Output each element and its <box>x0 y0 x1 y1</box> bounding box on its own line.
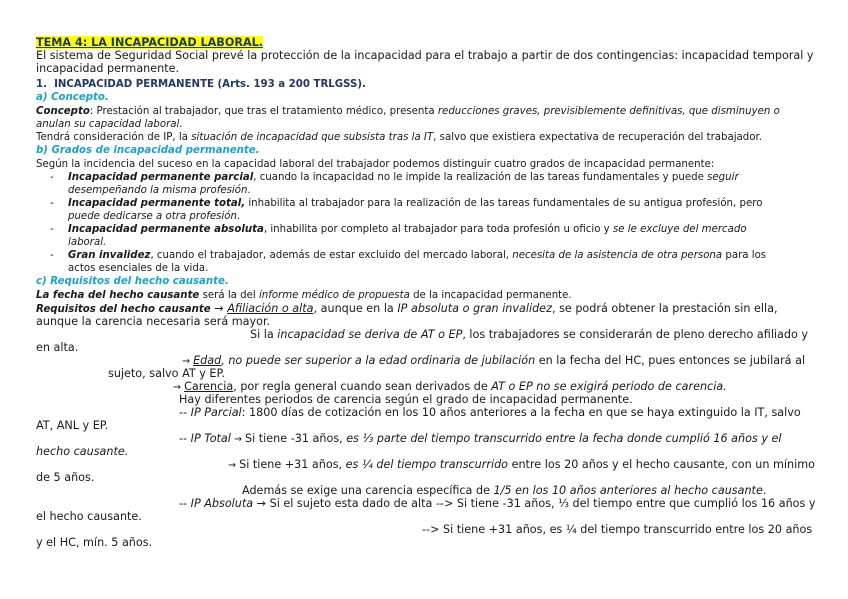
grados-lead: Según la incidencia del suceso en la capacidad laboral del trabajador podemos distinguir cuatro grados de incapacidad permanente: <box>36 159 715 170</box>
requisitos-text-b: , se podrá obtener la prestación sin ella, <box>551 302 778 315</box>
arrow-icon: → <box>210 302 228 315</box>
grado-parcial-text: , cuando la incapacidad no le impide la realización de las tareas fundamentales y puede <box>253 172 708 183</box>
grado-gi-text-b: para los <box>722 250 767 261</box>
concepto-line-1 <box>36 105 780 118</box>
carencia-especifica-text: Además se exige una carencia específica de <box>242 484 494 497</box>
carencia-especifica-line <box>242 484 766 497</box>
fecha-hc-italic: informe médico de propuesta <box>258 290 410 301</box>
grado-gi-line-2: actos esenciales de la vida. <box>68 263 209 274</box>
grado-total-italic: puede dedicarse a otra profesión <box>68 211 237 222</box>
ip-total-line-1 <box>179 432 782 446</box>
doc-title-text: TEMA 4: LA INCAPACIDAD LABORAL. <box>36 36 263 49</box>
carencia-especifica-period: . <box>762 484 767 497</box>
ip-text-a: Tendrá consideración de IP, la <box>36 132 192 143</box>
grado-parcial-italic-2: desempeñando la misma profesión <box>68 185 248 196</box>
at-ep-line-1 <box>250 328 808 341</box>
ip-total-italic: IP Total <box>190 432 231 445</box>
grado-absoluta-term: Incapacidad permanente absoluta <box>68 224 264 235</box>
ip-parcial-line-1 <box>179 406 801 419</box>
grado-total-term: Incapacidad permanente total, <box>68 198 246 209</box>
section-1-label: INCAPACIDAD PERMANENTE <box>54 79 214 90</box>
doc-title <box>36 36 263 49</box>
grado-absoluta-line-2: laboral. <box>68 237 107 248</box>
arrow-icon: → <box>228 460 240 471</box>
ip-total-italic-2: es ⅓ parte del tiempo transcurrido entre la fecha donde cumplió 16 años y el <box>346 432 782 445</box>
dash-marker: -- <box>179 497 191 510</box>
ip-total-31-line-2: de 5 años. <box>36 471 95 484</box>
ip-total-31-text: Si tiene +31 años, <box>239 458 346 471</box>
ip-absoluta-line-2: el hecho causante. <box>36 510 142 523</box>
grado-gi-italic: necesita de la asistencia de otra persona <box>512 250 723 261</box>
ip-total-31-text-b: entre los 20 años y el hecho causante, con un mínimo <box>508 458 815 471</box>
section-1-ref: (Arts. 193 a 200 TRLGSS). <box>217 79 366 90</box>
edad-text: en la fecha del HC, pues entonces se jubilará al <box>535 354 806 367</box>
ip-text-italic: situación de incapacidad que subsista tras la IT <box>191 132 434 143</box>
ip-parcial-italic: IP Parcial <box>190 406 242 419</box>
section-1-heading <box>36 78 366 91</box>
arrow-icon: → <box>173 382 185 393</box>
grado-absoluta-italic: se le excluye del mercado <box>612 224 747 235</box>
at-ep-text-b: , los trabajadores se considerarán de pleno derecho afiliado y <box>462 328 809 341</box>
at-ep-text: Si la <box>250 328 278 341</box>
intro-line-2: incapacidad permanente. <box>36 62 180 75</box>
bullet-dash: - <box>50 198 54 209</box>
grado-absoluta-text: , inhabilita por completo al trabajador para toda profesión u oficio y <box>263 224 613 235</box>
subsection-a-heading: a) Concepto. <box>36 92 109 103</box>
carencia-especifica-italic: 1/5 en los 10 años anteriores al hecho causante <box>493 484 763 497</box>
fecha-hc-term: La fecha del hecho causante <box>36 290 200 301</box>
carencia-line-1 <box>173 380 727 394</box>
carencia-italic: AT o EP no se exigirá periodo de carencia. <box>491 380 727 393</box>
carencia-line-2: Hay diferentes periodos de carencia según el grado de incapacidad permanente. <box>179 393 633 406</box>
ip-absoluta-text: → Si el sujeto esta dado de alta --> Si tiene -31 años, ⅓ del tiempo entre que cumplió los 16 años y <box>253 497 816 510</box>
dash-marker: -- <box>179 432 191 445</box>
edad-underlined: Edad <box>193 354 222 367</box>
grado-total-period: . <box>237 211 241 222</box>
grado-parcial-line-2 <box>68 184 251 197</box>
at-ep-italic: incapacidad se deriva de AT o EP <box>277 328 463 341</box>
grado-total-line-2 <box>68 210 240 223</box>
ip-parcial-line-2: AT, ANL y EP. <box>36 419 109 432</box>
bullet-dash: - <box>50 172 54 183</box>
ip-absoluta-italic: IP Absoluta <box>190 497 254 510</box>
requisitos-line-2: aunque la carencia necesaria será mayor. <box>36 315 271 328</box>
afiliacion-underlined: Afiliación o alta <box>227 302 314 315</box>
ip-total-31-italic: es ¼ del tiempo transcurrido <box>345 458 509 471</box>
ip-total-31-line-1 <box>228 458 815 472</box>
grado-total-text: inhabilita al trabajador para la realización de las tareas fundamentales de su antigua profesión, pero <box>245 198 763 209</box>
ip-total-text: Si tiene -31 años, <box>245 432 347 445</box>
ip-absoluta-31-line-2: y el HC, mín. 5 años. <box>36 536 153 549</box>
grado-parcial-term: Incapacidad permanente parcial <box>68 172 254 183</box>
section-1-number: 1. <box>36 79 47 90</box>
requisitos-line-1 <box>36 302 778 316</box>
subsection-b-heading: b) Grados de incapacidad permanente. <box>36 145 260 156</box>
concepto-italic: reducciones graves, previsiblemente definitivas, que disminuyen o <box>437 106 780 117</box>
carencia-text: , por regla general cuando sean derivados de <box>233 380 492 393</box>
intro-line-1: El sistema de Seguridad Social prevé la protección de la incapacidad para el trabajo a partir de dos contingencias: incapacidad temporal y <box>36 49 814 62</box>
ip-text-b: , salvo que existiera expectativa de recuperación del trabajador. <box>433 132 762 143</box>
edad-line-2: sujeto, salvo AT y EP. <box>108 367 226 380</box>
grado-parcial-period: . <box>247 185 251 196</box>
concepto-term: Concepto <box>36 106 90 117</box>
grado-gi-text: , cuando el trabajador, además de estar excluido del mercado laboral, <box>150 250 513 261</box>
ip-total-line-2: hecho causante. <box>36 445 129 458</box>
concepto-line-3 <box>36 131 762 144</box>
ip-parcial-text: : 1800 días de cotización en los 10 años anteriores a la fecha en que se haya extinguido la IT, salvo <box>241 406 801 419</box>
edad-line-1 <box>182 354 805 368</box>
bullet-dash: - <box>50 224 54 235</box>
carencia-underlined: Carencia <box>184 380 234 393</box>
ip-absoluta-31-line-1: --> Si tiene +31 años, es ¼ del tiempo transcurrido entre los 20 años <box>422 523 813 536</box>
bullet-dash: - <box>50 250 54 261</box>
arrow-icon: → <box>182 356 194 367</box>
concepto-text: : Prestación al trabajador, que tras el tratamiento médico, presenta <box>89 106 438 117</box>
dash-marker: -- <box>179 406 191 419</box>
fecha-hc-text: será la del <box>199 290 259 301</box>
edad-italic: , no puede ser superior a la edad ordinaria de jubilación <box>221 354 536 367</box>
subsection-c-heading: c) Requisitos del hecho causante. <box>36 276 229 287</box>
grado-parcial-italic: seguir <box>707 172 739 183</box>
fecha-hc-line <box>36 289 572 302</box>
fecha-hc-text-b: de la incapacidad permanente. <box>409 290 572 301</box>
requisitos-italic: IP absoluta o gran invalidez <box>397 302 552 315</box>
grado-gi-term: Gran invalidez <box>68 250 151 261</box>
at-ep-line-2: en alta. <box>36 341 79 354</box>
ip-absoluta-line-1 <box>179 497 816 510</box>
arrow-icon: → <box>230 434 246 445</box>
concepto-line-2: anulan su capacidad laboral. <box>36 119 183 130</box>
requisitos-term: Requisitos del hecho causante <box>36 304 211 315</box>
requisitos-text: , aunque en la <box>313 302 398 315</box>
